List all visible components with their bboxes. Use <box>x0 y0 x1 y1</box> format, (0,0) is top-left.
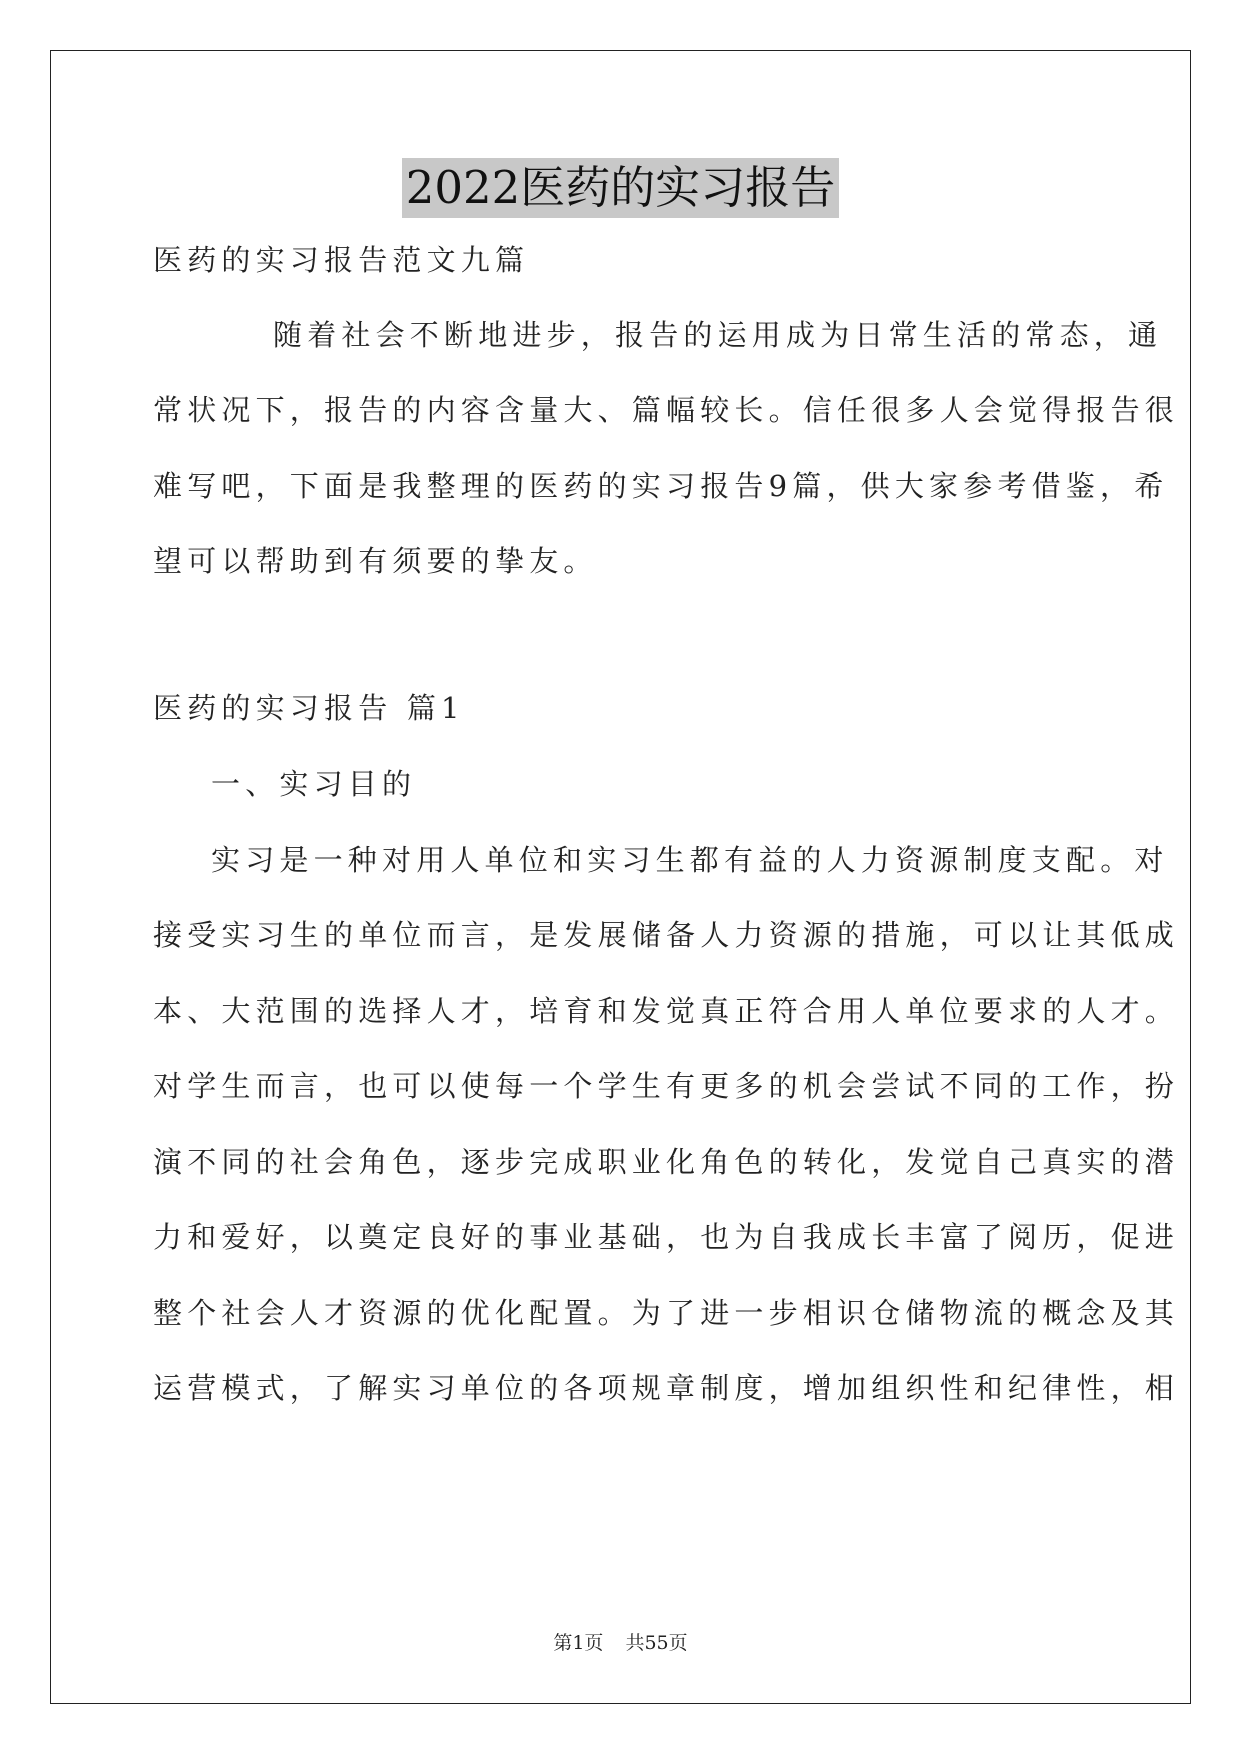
body-line: 整个社会人才资源的优化配置。为了进一步相识仓储物流的概念及其 <box>153 1296 1180 1330</box>
intro-line: 随着社会不断地进步，报告的运用成为日常生活的常态，通 <box>273 318 1163 352</box>
page-total: 共55页 <box>625 1632 688 1654</box>
body-line: 对学生而言，也可以使每一个学生有更多的机会尝试不同的工作，扮 <box>153 1069 1180 1103</box>
subheading: 一、实习目的 <box>211 767 417 801</box>
body-line: 接受实习生的单位而言，是发展储备人力资源的措施，可以让其低成 <box>153 918 1180 952</box>
body-line: 本、大范围的选择人才，培育和发觉真正符合用人单位要求的人才。 <box>153 994 1180 1028</box>
intro-line: 望可以帮助到有须要的挚友。 <box>153 544 598 578</box>
body-line: 实习是一种对用人单位和实习生都有益的人力资源制度支配。对 <box>211 843 1169 877</box>
section-heading: 医药的实习报告 篇1 <box>153 691 465 725</box>
page-footer <box>0 1628 1241 1655</box>
body-line: 力和爱好，以奠定良好的事业基础，也为自我成长丰富了阅历，促进 <box>153 1220 1180 1254</box>
intro-line: 难写吧，下面是我整理的医药的实习报告9篇，供大家参考借鉴，希 <box>153 469 1169 503</box>
document-title <box>0 158 1241 218</box>
body-line: 演不同的社会角色，逐步完成职业化角色的转化，发觉自己真实的潜 <box>153 1145 1180 1179</box>
page-number: 第1页 <box>553 1632 604 1654</box>
title-text: 2022医药的实习报告 <box>402 158 840 218</box>
body-line: 运营模式，了解实习单位的各项规章制度，增加组织性和纪律性，相 <box>153 1371 1180 1405</box>
intro-line: 常状况下，报告的内容含量大、篇幅较长。信任很多人会觉得报告很 <box>153 393 1180 427</box>
subtitle: 医药的实习报告范文九篇 <box>153 243 530 277</box>
